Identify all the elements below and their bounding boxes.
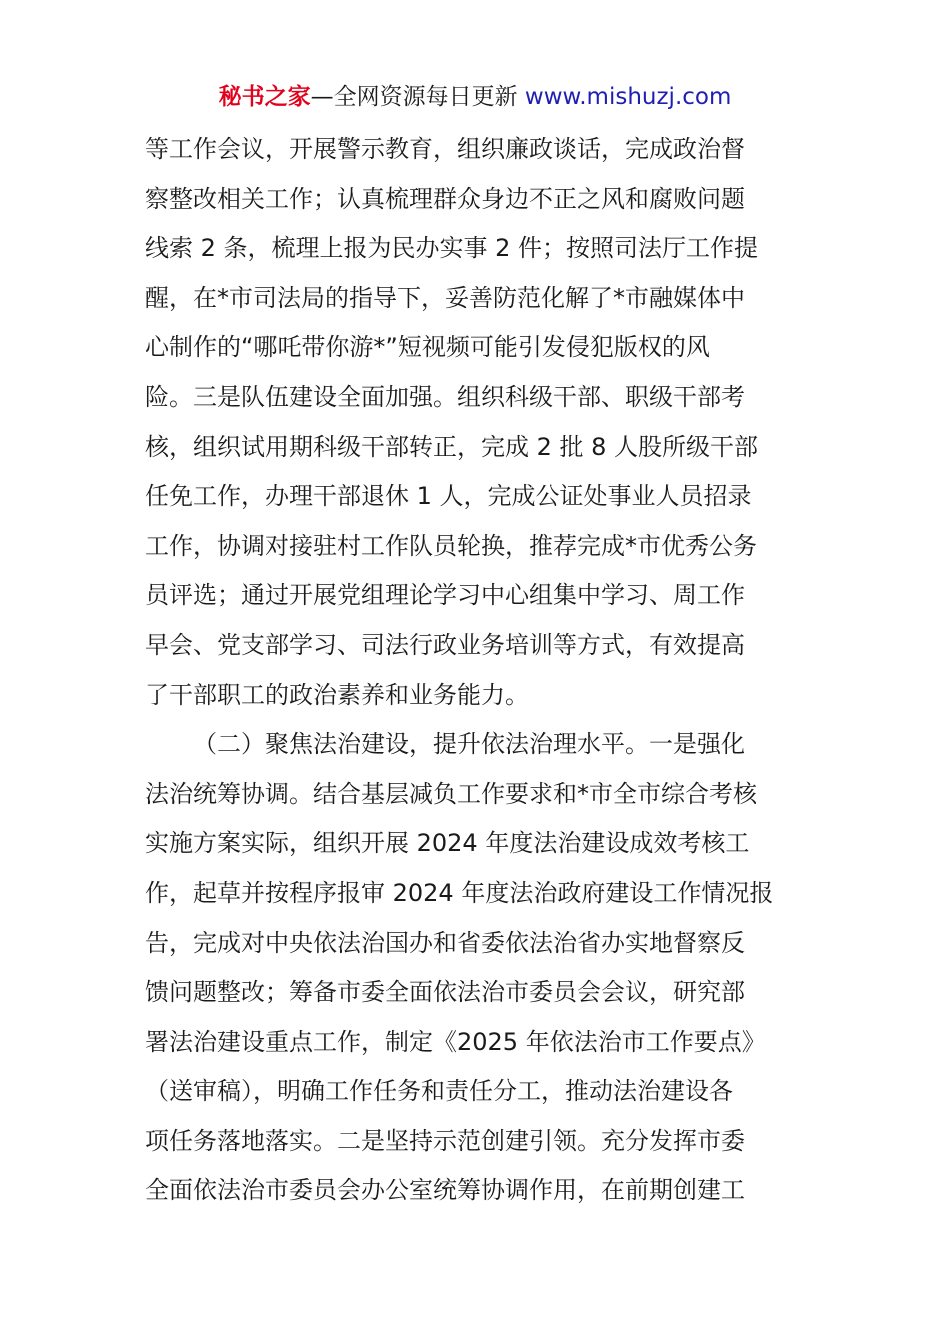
text-line: 任免工作，办理干部退休 1 人，完成公证处事业人员招录 <box>145 482 752 511</box>
text-line: 员评选；通过开展党组理论学习中心组集中学习、周工作 <box>145 581 745 610</box>
site-url-link[interactable]: www.mishuzj.com <box>524 84 732 110</box>
text-line: 馈问题整改；筹备市委全面依法治市委员会会议，研究部 <box>145 978 745 1007</box>
text-line: 项任务落地落实。二是坚持示范创建引领。充分发挥市委 <box>145 1126 745 1155</box>
text-line: 心制作的“哪吒带你游*”短视频可能引发侵犯版权的风 <box>145 333 710 362</box>
text-line: （二）聚焦法治建设，提升依法治理水平。一是强化 <box>193 730 745 759</box>
text-line: 醒，在*市司法局的指导下，妥善防范化解了*市融媒体中 <box>145 283 745 312</box>
site-header <box>0 80 950 114</box>
document-body <box>145 125 807 1216</box>
text-line: （送审稿），明确工作任务和责任分工，推动法治建设各 <box>145 1077 733 1106</box>
text-line: 全面依法治市委员会办公室统筹协调作用，在前期创建工 <box>145 1176 745 1205</box>
text-line: 早会、党支部学习、司法行政业务培训等方式，有效提高 <box>145 630 745 659</box>
text-line: 线索 2 条，梳理上报为民办实事 2 件；按照司法厅工作提 <box>145 234 759 263</box>
text-line: 工作，协调对接驻村工作队员轮换，推荐完成*市优秀公务 <box>145 531 757 560</box>
text-line: 了干部职工的政治素养和业务能力。 <box>145 680 529 709</box>
text-line: 察整改相关工作；认真梳理群众身边不正之风和腐败问题 <box>145 184 745 213</box>
text-line: 核，组织试用期科级干部转正，完成 2 批 8 人股所级干部 <box>145 432 759 461</box>
text-line: 署法治建设重点工作，制定《2025 年依法治市工作要点》 <box>145 1027 766 1056</box>
brand-name: 秘书之家 <box>218 84 311 110</box>
text-line: 实施方案实际，组织开展 2024 年度法治建设成效考核工 <box>145 829 750 858</box>
text-line: 告，完成对中央依法治国办和省委依法治省办实地督察反 <box>145 928 745 957</box>
header-slogan: —全网资源每日更新 <box>310 84 518 110</box>
text-line: 险。三是队伍建设全面加强。组织科级干部、职级干部考 <box>145 382 745 411</box>
text-line: 作，起草并按程序报审 2024 年度法治政府建设工作情况报 <box>145 878 774 907</box>
text-line: 法治统筹协调。结合基层减负工作要求和*市全市综合考核 <box>145 779 757 808</box>
text-line: 等工作会议，开展警示教育，组织廉政谈话，完成政治督 <box>145 135 745 163</box>
